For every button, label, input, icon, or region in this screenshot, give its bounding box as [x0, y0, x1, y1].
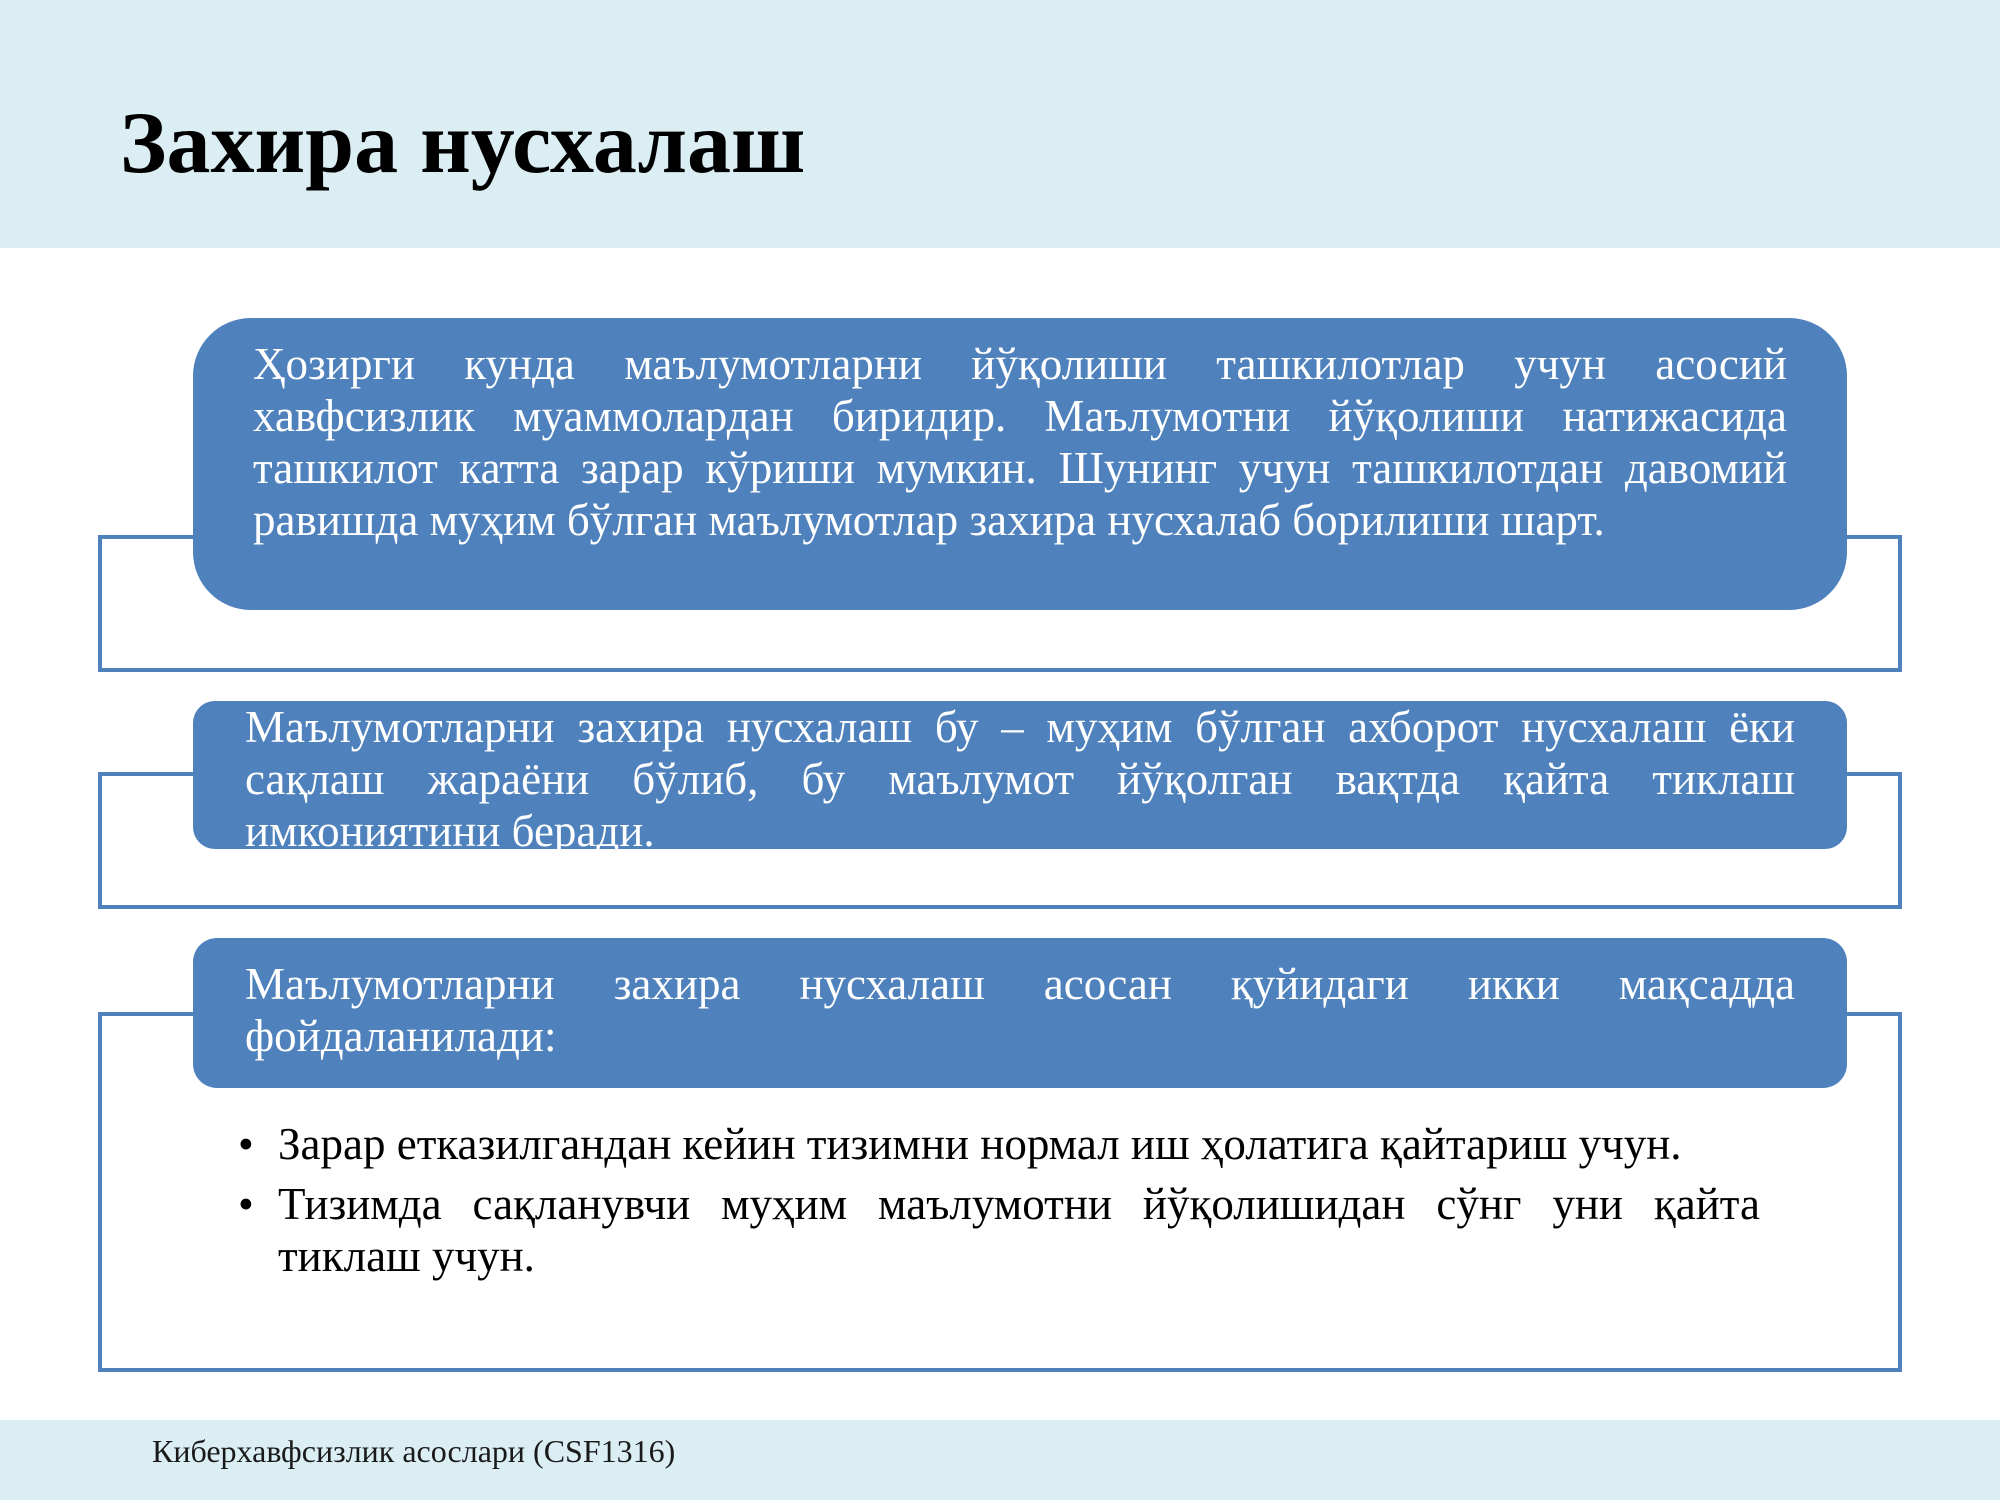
- intro-panel-text: Ҳозирги кунда маълумотларни йўқолиши ташкилотлар учун асосий хавфсизлик муаммолардан биридир. Маълумотни йўқолиши натижасида ташкилот катта зарар кўриши мумкин. Шунинг учун ташкилотдан давомий равишда муҳим бўлган маълумотлар захира нусхалаб борилиши шарт.: [253, 339, 1787, 545]
- purposes-list: [230, 1118, 1760, 1290]
- definition-panel-text: Маълумотларни захира нусхалаш бу – муҳим бўлган ахборот нусхалаш ёки сақлаш жараёни бўлиб, бу маълумот йўқолган вақтда қайта тиклаш имкониятини беради.: [245, 702, 1795, 856]
- list-item-text: Тизимда сақланувчи муҳим маълумотни йўқолишидан сўнг уни қайта тиклаш учун.: [278, 1179, 1760, 1281]
- list-item-text: Зарар етказилгандан кейин тизимни нормал иш ҳолатига қайтариш учун.: [278, 1119, 1682, 1169]
- bullet-icon: •: [238, 1179, 254, 1229]
- bullet-icon: •: [238, 1119, 254, 1169]
- frame-1-right-stub: [1847, 535, 1902, 539]
- intro-panel: [193, 318, 1847, 610]
- list-item: [230, 1178, 1760, 1282]
- frame-3-left-stub: [98, 1012, 193, 1016]
- purposes-panel-text: Маълумотларни захира нусхалаш асосан қуйидаги икки мақсадда фойдаланилади:: [245, 959, 1795, 1061]
- definition-panel: [193, 701, 1847, 856]
- frame-2-right-stub: [1847, 772, 1902, 776]
- list-item: [230, 1118, 1760, 1170]
- frame-1-left-stub: [98, 535, 193, 539]
- frame-3-right-stub: [1847, 1012, 1902, 1016]
- frame-2-left-stub: [98, 772, 193, 776]
- footer-course-label: Киберхавфсизлик асослари (CSF1316): [152, 1433, 676, 1469]
- slide-title: Захира нусхалаш: [120, 95, 806, 192]
- purposes-panel: [193, 938, 1847, 1088]
